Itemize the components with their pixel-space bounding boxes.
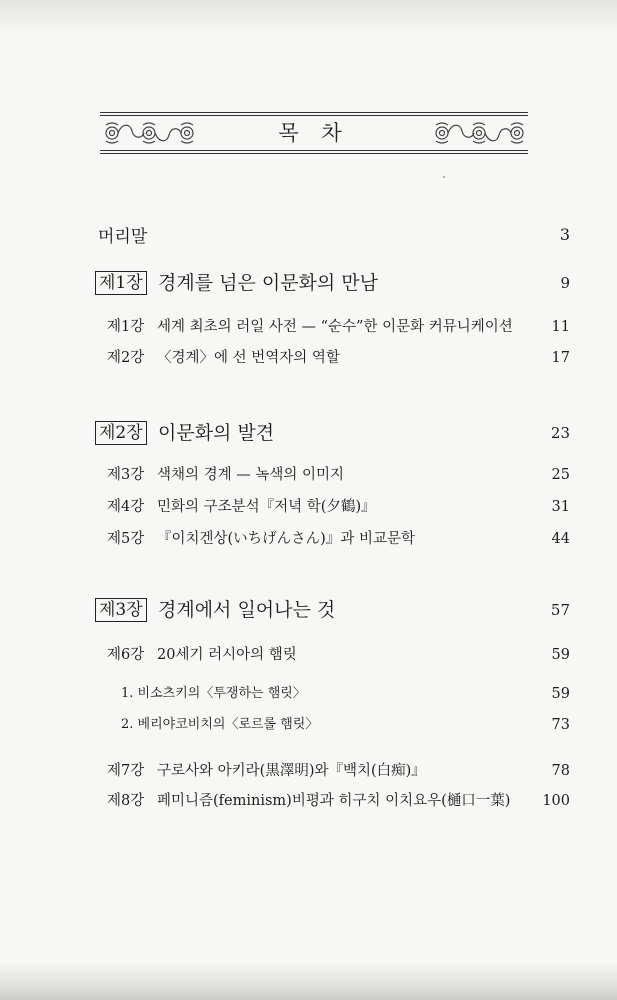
lecture-entry — [0, 348, 617, 370]
page-number: 59 — [551, 647, 570, 663]
lecture-entry — [0, 761, 617, 783]
chapter-title: 이문화의 발견 — [158, 422, 275, 444]
lecture-entry — [0, 317, 617, 339]
subsection-entry — [0, 684, 617, 706]
banner-rule — [100, 115, 528, 116]
lecture-number: 제7강 — [107, 763, 145, 779]
lecture-title: 『이치겐상(いちげんさん)』과 비교문학 — [157, 531, 415, 547]
page-number: 44 — [551, 531, 570, 547]
lecture-number: 제3강 — [107, 467, 145, 483]
lecture-number: 제2강 — [107, 350, 145, 366]
lecture-entry — [0, 645, 617, 667]
paper-speck — [443, 176, 445, 178]
page-bottom-shadow — [0, 962, 617, 1000]
page-number: 23 — [550, 424, 570, 442]
chapter-entry — [0, 271, 617, 297]
page-number: 3 — [559, 225, 570, 244]
chapter-title: 경계에서 일어나는 것 — [158, 599, 336, 621]
page-number: 17 — [551, 350, 570, 366]
chapter-entry — [0, 421, 617, 447]
page-number: 25 — [551, 467, 570, 483]
subsection-entry — [0, 715, 617, 737]
page-number: 73 — [551, 717, 570, 733]
subsection-title: 2. 베리야코비치의〈로르롤 햄릿〉 — [121, 717, 319, 732]
chapter-label-box: 제1장 — [95, 271, 147, 295]
lecture-entry — [0, 465, 617, 487]
banner-rule — [100, 150, 528, 151]
chapter-title: 경계를 넘은 이문화의 만남 — [158, 272, 379, 294]
toc-title: 목 차 — [278, 121, 350, 145]
page-number: 57 — [550, 601, 570, 619]
page-number: 31 — [551, 499, 570, 515]
preface-title: 머리말 — [98, 227, 148, 247]
page-top-shadow — [0, 0, 617, 36]
lecture-title: 20세기 러시아의 햄릿 — [157, 647, 297, 663]
lecture-number: 제6강 — [107, 647, 145, 663]
lecture-number: 제5강 — [107, 531, 145, 547]
banner-rule — [100, 112, 528, 113]
lecture-number: 제1강 — [107, 319, 145, 335]
chapter-label-box: 제2장 — [95, 421, 147, 445]
lecture-title: 페미니즘(feminism)비평과 히구치 이치요우(樋口一葉) — [157, 793, 511, 809]
lecture-number: 제4강 — [107, 499, 145, 515]
chapter-label-box: 제3장 — [95, 598, 147, 622]
lecture-title: 〈경계〉에 선 번역자의 역할 — [157, 350, 340, 366]
cloud-ornament-icon — [102, 119, 196, 147]
toc-preface-entry — [0, 222, 617, 248]
subsection-title: 1. 비소츠키의〈투쟁하는 햄릿〉 — [121, 686, 306, 701]
lecture-entry — [0, 529, 617, 551]
page-number: 78 — [551, 763, 570, 779]
page-number: 11 — [551, 319, 570, 335]
lecture-title: 색채의 경계 — 녹색의 이미지 — [157, 467, 345, 483]
lecture-title: 세계 최초의 러일 사전 — “순수”한 이문화 커뮤니케이션 — [157, 319, 513, 335]
lecture-title: 민화의 구조분석『저녁 학(夕鶴)』 — [157, 499, 376, 515]
toc-heading-banner — [100, 112, 528, 154]
page-number: 59 — [551, 686, 570, 702]
page-number: 100 — [542, 793, 570, 809]
lecture-title: 구로사와 아키라(黒澤明)와『백치(白痴)』 — [157, 763, 426, 779]
page-number: 9 — [560, 274, 570, 292]
lecture-entry — [0, 791, 617, 813]
lecture-entry — [0, 497, 617, 519]
chapter-entry — [0, 598, 617, 624]
cloud-ornament-icon — [432, 119, 526, 147]
banner-rule — [100, 153, 528, 154]
lecture-number: 제8강 — [107, 793, 145, 809]
